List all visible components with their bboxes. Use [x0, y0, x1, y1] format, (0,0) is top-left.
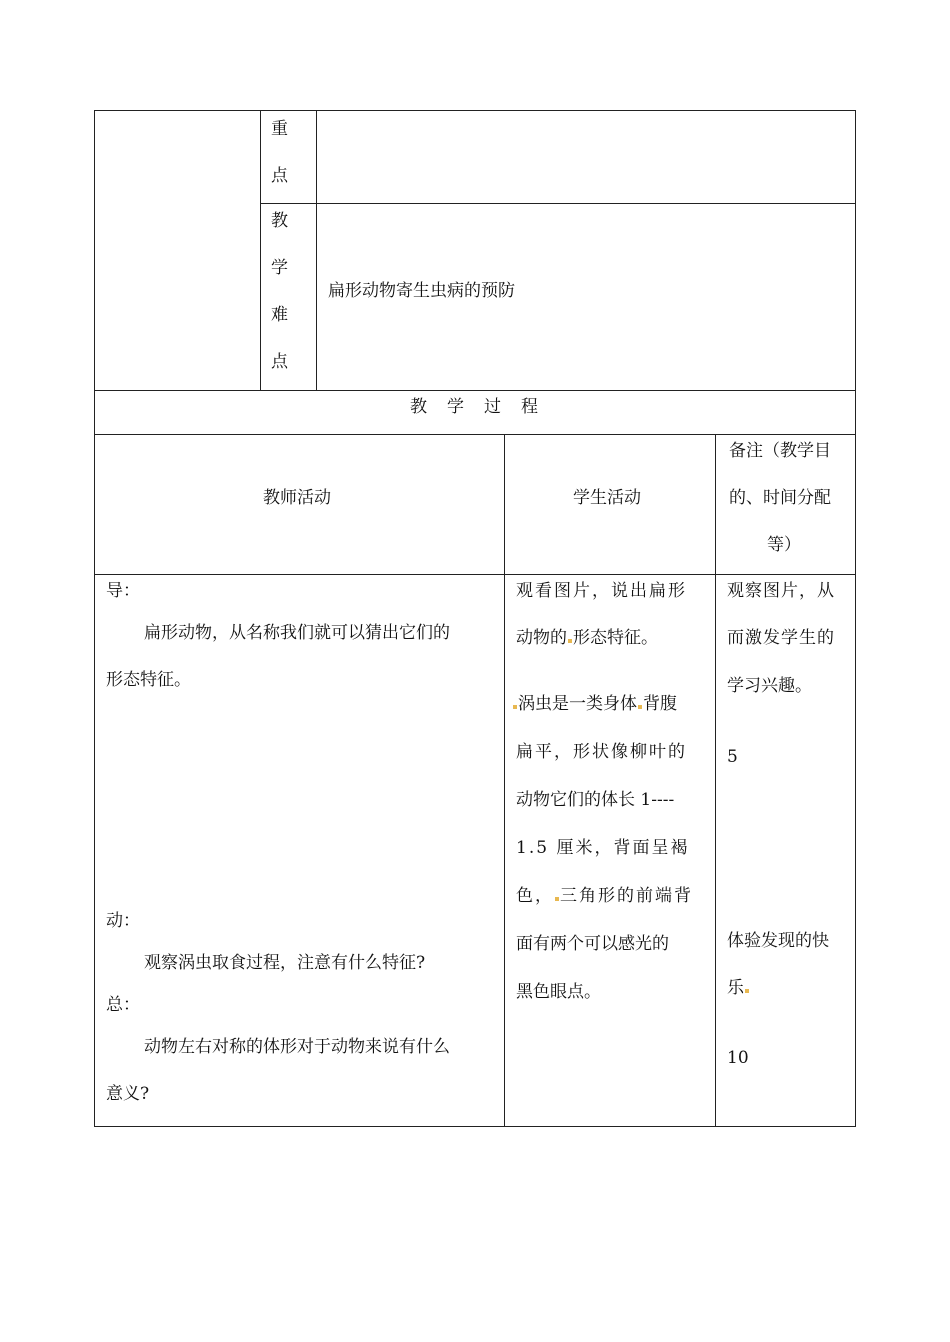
- student-text: [516, 626, 658, 650]
- activity-label: 动：: [106, 911, 140, 931]
- highlight-mark: [555, 897, 559, 901]
- note-text: 而激发学生的: [727, 628, 835, 648]
- student-activity-header: 学生活动: [573, 488, 641, 508]
- key-point-label-char: 点: [271, 166, 288, 186]
- highlight-mark: [638, 705, 642, 709]
- intro-label: 导：: [106, 581, 140, 601]
- note-text: 体验发现的快: [727, 931, 829, 951]
- process-header: 教学过程: [410, 397, 558, 417]
- difficulty-content: 扁形动物寄生虫病的预防: [328, 281, 515, 301]
- difficulty-label-char: 难: [271, 305, 288, 325]
- student-text: [512, 692, 677, 716]
- student-text: 1.5 厘米，背面呈褐: [516, 838, 690, 858]
- notes-header-line: 的、时间分配: [729, 488, 831, 508]
- key-point-label-char: 重: [271, 119, 288, 139]
- row-divider: [95, 390, 856, 391]
- row-divider: [95, 434, 856, 435]
- highlight-mark: [513, 705, 517, 709]
- student-text-part: 形态特征。: [573, 628, 658, 648]
- highlight-mark: [568, 639, 572, 643]
- student-text-part: 涡虫是一类身体: [518, 694, 637, 714]
- student-text: 扁平，形状像柳叶的: [516, 742, 687, 762]
- row-divider: [260, 203, 856, 204]
- student-text-part: 色，: [516, 886, 554, 906]
- teacher-activity-header: 教师活动: [263, 488, 331, 508]
- student-text-part: 背腹: [643, 694, 677, 714]
- note-text: 学习兴趣。: [727, 676, 812, 696]
- note-text: [727, 976, 750, 1000]
- difficulty-label-char: 点: [271, 352, 288, 372]
- row-divider: [95, 574, 856, 575]
- intro-text: 形态特征。: [106, 670, 191, 690]
- column-divider: [316, 111, 317, 390]
- column-divider: [504, 434, 505, 1127]
- notes-header-line: 等）: [767, 535, 801, 555]
- note-text: 观察图片，从: [727, 581, 835, 601]
- column-divider: [260, 111, 261, 390]
- summary-label: 总：: [106, 995, 140, 1015]
- difficulty-label-char: 教: [271, 211, 288, 231]
- activity-text: 观察涡虫取食过程，注意有什么特征?: [144, 953, 426, 973]
- difficulty-label-char: 学: [271, 258, 288, 278]
- student-text-part: 动物的: [516, 628, 567, 648]
- student-text: 观看图片，说出扁形: [516, 581, 687, 601]
- student-text: 动物它们的体长 1----: [516, 790, 675, 810]
- intro-text: 扁形动物，从名称我们就可以猜出它们的: [144, 623, 450, 643]
- student-text: [516, 884, 693, 908]
- student-text: 面有两个可以感光的: [516, 934, 669, 954]
- note-text-part: 乐: [727, 978, 744, 998]
- highlight-mark: [745, 989, 749, 993]
- note-time: 5: [727, 747, 738, 767]
- summary-text: 动物左右对称的体形对于动物来说有什么: [144, 1037, 450, 1057]
- lesson-table: [94, 110, 856, 1127]
- student-text-part: 三角形的前端背: [560, 886, 693, 906]
- student-text: 黑色眼点。: [516, 982, 601, 1002]
- summary-text: 意义?: [106, 1084, 150, 1104]
- column-divider: [715, 434, 716, 1127]
- note-time: 10: [727, 1048, 749, 1068]
- notes-header-line: 备注（教学目: [729, 441, 831, 461]
